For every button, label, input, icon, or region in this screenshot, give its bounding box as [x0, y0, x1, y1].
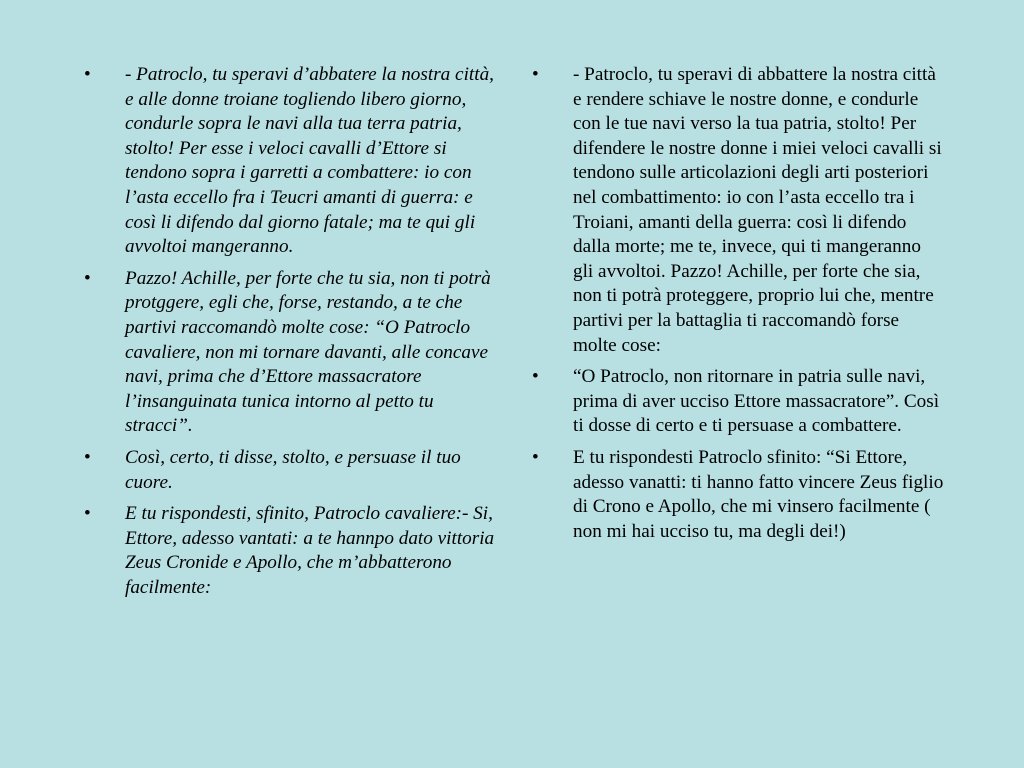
list-item-text: E tu rispondesti, sfinito, Patroclo cavaliere:- Si, Ettore, adesso vantati: a te hannpo dato vittoria Zeus Cronide e Apollo, che m’abbatterono facilmente: [125, 503, 495, 598]
list-item-text: “O Patroclo, non ritornare in patria sulle navi, prima di aver ucciso Ettore massacratore”. Così ti dosse di certo e ti persuase a combattere. [573, 366, 940, 437]
list-item [532, 446, 944, 544]
list-item [84, 267, 496, 439]
right-column-list [532, 63, 944, 551]
list-item-text: E tu rispondesti Patroclo sfinito: “Si Ettore, adesso vanatti: ti hanno fatto vincere Zeus figlio di Crono e Apollo, che mi vinsero facilmente ( non mi hai ucciso tu, ma degli dei!) [573, 446, 944, 542]
list-item-text: - Patroclo, tu speravi di abbattere la nostra città e rendere schiave le nostre donne, e condurle con le tue navi verso la tua patria, stolto! Per difendere le nostre donne i miei veloci cavalli si tendono sulle articolazioni degli arti posteriori nel combattimento: io con l’asta eccello tra i Troiani, amanti della guerra: così li difendo dalla morte; me te, invece, qui ti mangeranno gli avvoltoi. Pazzo! Achille, per forte che sia, non ti potrà proteggere, proprio lui che, mentre partivi per la battaglia ti raccomandò forse molte cose: [573, 64, 942, 356]
list-item-text: - Patroclo, tu speravi d’abbatere la nostra città, e alle donne troiane togliendo libero giorno, condurle sopra le navi alla tua terra patria, stolto! Per esse i veloci cavalli d’Ettore si tendono sopra i garretti a combattere: io con l’asta eccello fra i Teucri amanti di guerra: e così li difendo dal giorno fatale; ma te qui gli avvoltoi mangeranno. [125, 64, 494, 258]
list-item [532, 365, 944, 439]
list-item [84, 502, 496, 600]
bullet-icon: • [532, 446, 539, 468]
list-item [532, 63, 944, 358]
bullet-icon: • [84, 446, 91, 468]
bullet-icon: • [84, 267, 91, 289]
bullet-icon: • [532, 366, 539, 388]
bullet-icon: • [84, 503, 91, 525]
bullet-icon: • [532, 64, 539, 85]
list-item [84, 63, 496, 260]
bullet-icon: • [84, 64, 91, 85]
list-item [84, 446, 496, 495]
list-item-text: Così, certo, ti disse, stolto, e persuase il tuo cuore. [125, 446, 461, 493]
left-column-list [84, 63, 496, 607]
list-item-text: Pazzo! Achille, per forte che tu sia, non ti potrà protggere, egli che, forse, restando, a te che partivi raccomandò molte cose: “O Patroclo cavaliere, non mi tornare davanti, alle concave navi, prima che d’Ettore massacratore l’insanguinata tunica intorno al petto tu stracci”. [125, 267, 491, 437]
